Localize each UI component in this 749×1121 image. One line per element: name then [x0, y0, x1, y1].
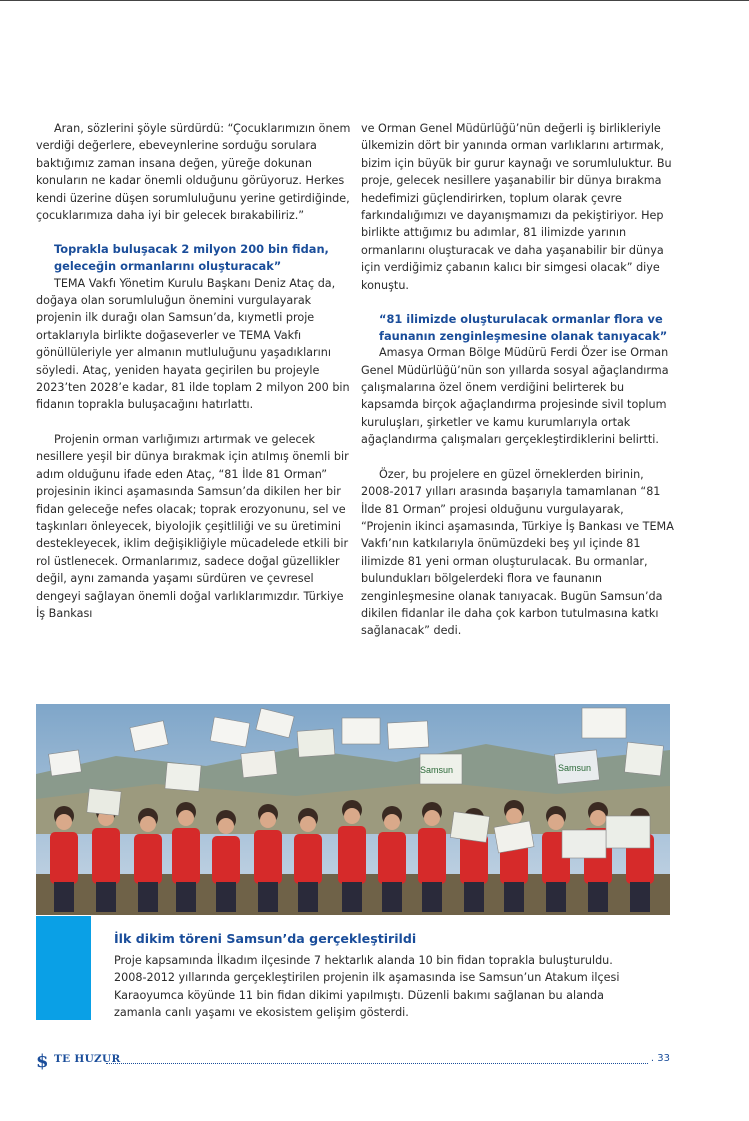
photo-sign-text: Samsun: [420, 765, 454, 775]
page-number: . 33: [650, 1053, 670, 1064]
paragraph: Amasya Orman Bölge Müdürü Ferdi Özer ise Orman Genel Müdürlüğü’nün son yıllarda sosyal ağaçlandırma çalışmalarına özel önem verdiğini belirterek bu kapsamda birçok ağaçlandırma projesinde sivil toplum kuruluşları, şirketler ve kamu kurumlarıyla ortak ağaçlandırma çalışmaları gerçekleştirdiklerini belirtti.: [361, 346, 669, 447]
paragraph: Aran, sözlerini şöyle sürdürdü: “Çocuklarımızın önem verdiği değerlere, ebeveynlerine sorduğu sorulara baktığımız zaman insana değen, yüreğe dokunan konuların ne kadar önemli olduğunu görüyoruz. Herkes kendi üzerine düşen sorumluluğunu yerine getirdiğinde, çocuklarımıza daha iyi bir gelecek bırakabiliriz.”: [36, 122, 351, 223]
magazine-brand: TE HUZUR: [54, 1053, 121, 1065]
section-heading: “81 ilimizde oluşturulacak ormanlar flora ve faunanın zenginleşmesine olanak tanıyacak”: [379, 312, 668, 343]
caption-title: İlk dikim töreni Samsun’da gerçekleştirildi: [114, 931, 417, 946]
event-photo: [36, 704, 670, 915]
footer-dotted-rule: [106, 1063, 648, 1064]
top-rule: [0, 0, 749, 1]
photo-caption: [114, 931, 634, 1022]
right-column: [361, 120, 677, 640]
left-column: [36, 120, 352, 622]
is-bankasi-logo: $: [36, 1051, 49, 1072]
paragraph: ve Orman Genel Müdürlüğü’nün değerli iş birlikleriyle ülkemizin dört bir yanında orman varlıklarını artırmak, bizim için büyük bir gurur kaynağı ve sorumluluktur. Bu proje, gelecek nesillere yaşanabilir bir dünya bırakma hedefimizi güçlendirirken, toplum olarak çevre farkındalığımızı ve dayanışmamızı da pekiştiriyor. Hep birlikte attığımız bu adımlar, 81 ilimizde yarının ormanlarını oluşturacak ve daha yaşanabilir bir dünya için verdiğimiz çabanın kalıcı bir simgesi olacak” diye konuştu.: [361, 122, 672, 292]
caption-accent-block: [36, 916, 91, 1020]
children-holding-signs-photo: [36, 704, 670, 915]
paragraph: TEMA Vakfı Yönetim Kurulu Başkanı Deniz Ataç da, doğaya olan sorumluluğun önemini vurgulayarak projenin ilk durağı olan Samsun’da, kıymetli proje ortaklarıyla birlikte doğaseverler ve TEMA Vakfı gönüllüleriyle yer almanın mutluluğunu yaşadıklarını söyledi. Ataç, yeniden hayata geçirilen bu projeyle 2023’ten 2028’e kadar, 81 ilde toplam 2 milyon 200 bin fidanın toprakla buluşacağını hatırlattı.: [36, 276, 350, 412]
section-heading: Toprakla buluşacak 2 milyon 200 bin fidan, geleceğin ormanlarını oluşturacak”: [54, 242, 329, 274]
page-footer: [36, 1050, 670, 1070]
paragraph: Özer, bu projelere en güzel örneklerden birinin, 2008-2017 yılları arasında başarıyla tamamlanan “81 İlde 81 Orman” projesi olduğunu vurgulayarak, “Projenin ikinci aşamasında, Türkiye İş Bankası ve TEMA Vakfı’nın katkılarıyla önümüzdeki beş yıl içinde 81 ilimizde 81 yeni orman oluşturulacak. Bu ormanlar, bulundukları bölgelerdeki flora ve faunanın zenginleşmesine olanak tanıyacak. Bugün Samsun’da dikilen fidanlar ile daha çok karbon tutulmasına katkı sağlanacak” dedi.: [361, 467, 674, 638]
photo-sign-text: Samsun: [558, 763, 592, 773]
paragraph: Projenin orman varlığımızı artırmak ve gelecek nesillere yeşil bir dünya bırakmak için atılmış önemli bir adım olduğunu ifade eden Ataç, “81 İlde 81 Orman” projesinin ikinci aşamasında Samsun’da dikilen her bir fidan geleceğe nefes olacak; toprak erozyonunu, sel ve taşkınları önleyecek, biyolojik çeşitliliği ve su üretimini destekleyecek, iklim değişikliğiyle mücadelede etkili bir rol üstlenecek. Ormanlarımız, sadece doğal güzellikler değil, aynı zamanda yaşamı sürdüren ve çevresel dengeyi sağlayan önemli doğal varlıklarımızdır. Türkiye İş Bankası: [36, 432, 349, 620]
caption-text: Proje kapsamında İlkadım ilçesinde 7 hektarlık alanda 10 bin fidan toprakla buluşturuldu. 2008-2012 yıllarında gerçekleştirilen projenin ilk aşamasında ise Samsun’un Atakum ilçesi Karaoyumca köyünde 11 bin fidan dikimi yapılmıştı. Düzenli bakımı sağlanan bu alanda zamanla canlı yaşamı ve ekosistem gelişim gösterdi.: [114, 954, 620, 1020]
